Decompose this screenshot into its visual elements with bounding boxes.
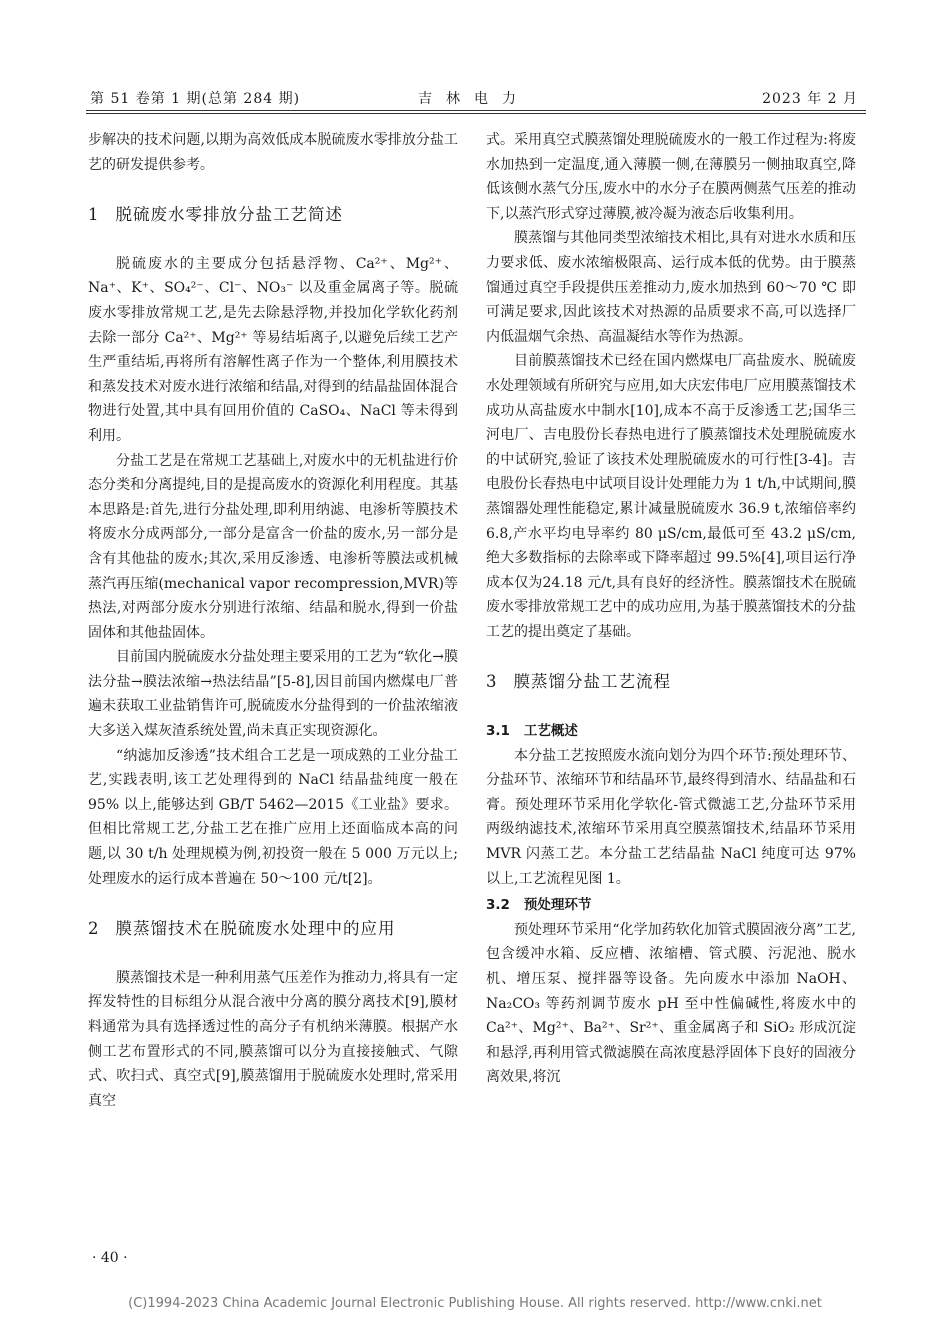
header-rule-bottom: [86, 113, 866, 114]
paragraph: 分盐工艺是在常规工艺基础上,对废水中的无机盐进行价态分类和分离提纯,目的是提高废水的资源化利用程度。其基本思路是:首先,进行分盐处理,即利用纳滤、电渗析等膜技术将废水分成两部分,一部分是富含一价盐的废水,另一部分是含有其他盐的废水;其次,采用反渗透、电渗析等膜法或机械蒸汽再压缩(mechanical vapor recompression,MVR)等热法,对两部分废水分别进行浓缩、结晶和脱水,得到一价盐固体和其他盐固体。: [88, 452, 458, 641]
copyright-footer: (C)1994-2023 China Academic Journal Electronic Publishing House. All rights reserved. http://www.cnki.net: [128, 1296, 822, 1311]
section-title: 膜蒸馏分盐工艺流程: [513, 672, 671, 692]
paragraph: 预处理环节采用“化学加药软化加管式膜固液分离”工艺,包含缓冲水箱、反应槽、浓缩槽、管式膜、污泥池、脱水机、增压泵、搅拌器等设备。先向废水中添加 NaOH、Na₂CO₃ 等药剂调节废水 pH 至中性偏碱性,将废水中的 Ca²⁺、Mg²⁺、Ba²⁺、Sr²⁺、重金属离子和 SiO₂ 形成沉淀和悬浮,再利用管式微滤膜在高浓度悬浮固体下良好的固液分离效果,将沉: [486, 921, 856, 1086]
paragraph: 目前膜蒸馏技术已经在国内燃煤电厂高盐废水、脱硫废水处理领域有所研究与应用,如大庆宏伟电厂应用膜蒸馏技术成功从高盐废水中制水[10],成本不高于反渗透工艺;国华三河电厂、吉电股份长春热电进行了膜蒸馏技术处理脱硫废水的中试研究,验证了该技术处理脱硫废水的可行性[3-4]。吉电股份长春热电中试项目设计处理能力为 1 t/h,中试期间,膜蒸馏器处理性能稳定,累计减量脱硫废水 36.9 t,浓缩倍率约 6.8,产水平均电导率约 80 μS/cm,最低可至 43.2 μS/cm,绝大多数指标的去除率或下降率超过 99.5%[4],项目运行净成本仅为24.18 元/t,具有良好的经济性。膜蒸馏技术在脱硫废水零排放常规工艺中的成功应用,为基于膜蒸馏技术的分盐工艺的提出奠定了基础。: [486, 353, 856, 640]
running-header-journal: 吉林电力: [418, 91, 530, 107]
paragraph: 膜蒸馏技术是一种利用蒸气压差作为推动力,将具有一定挥发特性的目标组分从混合液中分离的膜分离技术[9],膜材料通常为具有选择透过性的高分子有机纳米薄膜。根据产水侧工艺布置形式的不同,膜蒸馏可以分为直接接触式、气隙式、吹扫式、真空式[9],膜蒸馏用于脱硫废水处理时,常采用真空: [88, 969, 458, 1109]
section-number: 2: [88, 919, 100, 939]
right-column: [486, 128, 856, 1090]
left-column: [88, 128, 458, 1113]
subsection-number: 3.1: [486, 723, 510, 740]
paragraph: 膜蒸馏与其他同类型浓缩技术相比,具有对进水水质和压力要求低、废水浓缩极限高、运行成本低的优势。由于膜蒸馏通过真空手段提供压差推动力,废水加热到 60～70 ℃ 即可满足要求,因此该技术对热源的品质要求不高,可以选择厂内低温烟气余热、高温凝结水等作为热源。: [486, 230, 856, 345]
subsection-title: 工艺概述: [523, 723, 578, 740]
section-number: 1: [88, 205, 100, 225]
subsection-3-1-heading: [486, 719, 856, 744]
paragraph: 脱硫废水的主要成分包括悬浮物、Ca²⁺、Mg²⁺、Na⁺、K⁺、SO₄²⁻、Cl⁻、NO₃⁻ 以及重金属离子等。脱硫废水零排放常规工艺,是先去除悬浮物,并投加化学软化药剂去除一部分 Ca²⁺、Mg²⁺ 等易结垢离子,以避免后续工艺产生严重结垢,再将所有溶解性离子作为一个整体,利用膜技术和蒸发技术对废水进行浓缩和结晶,对得到的结晶盐固体混合物进行处置,其中具有回用价值的 CaSO₄、NaCl 等未得到利用。: [88, 255, 458, 444]
section-3-heading: [486, 670, 856, 695]
section-number: 3: [486, 672, 498, 692]
section-title: 脱硫废水零排放分盐工艺简述: [115, 205, 343, 225]
section-1-heading: [88, 203, 458, 228]
subsection-3-2-heading: [486, 893, 856, 918]
running-header-date: 2023 年 2 月: [762, 91, 858, 107]
subsection-title: 预处理环节: [523, 897, 592, 914]
page-number: · 40 ·: [92, 1250, 128, 1266]
paragraph: 本分盐工艺按照废水流向划分为四个环节:预处理环节、分盐环节、浓缩环节和结晶环节,最终得到清水、结晶盐和石膏。预处理环节采用化学软化-管式微滤工艺,分盐环节采用两级纳滤技术,浓缩环节采用真空膜蒸馏技术,结晶环节采用 MVR 闪蒸工艺。本分盐工艺结晶盐 NaCl 纯度可达 97% 以上,工艺流程见图 1。: [486, 747, 856, 887]
paragraph: “纳滤加反渗透”技术组合工艺是一项成熟的工业分盐工艺,实践表明,该工艺处理得到的 NaCl 结晶盐纯度一般在 95% 以上,能够达到 GB/T 5462—2015《工业盐》要求。但相比常规工艺,分盐工艺在推广应用上还面临成本高的问题,以 30 t/h 处理规模为例,初投资一般在 5 000 万元以上;处理废水的运行成本普遍在 50～100 元/t[2]。: [88, 747, 458, 887]
subsection-number: 3.2: [486, 897, 510, 914]
header-rule-top: [86, 110, 866, 111]
running-header-issue: 第 51 卷第 1 期(总第 284 期): [90, 91, 301, 107]
section-title: 膜蒸馏技术在脱硫废水处理中的应用: [115, 919, 396, 939]
paragraph-intro: 步解决的技术问题,以期为高效低成本脱硫废水零排放分盐工艺的研发提供参考。: [88, 132, 458, 173]
paragraph-continued: 式。采用真空式膜蒸馏处理脱硫废水的一般工作过程为:将废水加热到一定温度,通入薄膜一侧,在薄膜另一侧抽取真空,降低该侧水蒸气分压,废水中的水分子在膜两侧蒸气压差的推动下,以蒸汽形式穿过薄膜,被冷凝为液态后收集利用。: [486, 132, 856, 222]
paragraph: 目前国内脱硫废水分盐处理主要采用的工艺为“软化→膜法分盐→膜法浓缩→热法结晶”[5-8],因目前国内燃煤电厂普遍未获取工业盐销售许可,脱硫废水分盐得到的一价盐浓缩液大多送入煤灰渣系统处置,尚未真正实现资源化。: [88, 649, 458, 740]
section-2-heading: [88, 917, 458, 942]
